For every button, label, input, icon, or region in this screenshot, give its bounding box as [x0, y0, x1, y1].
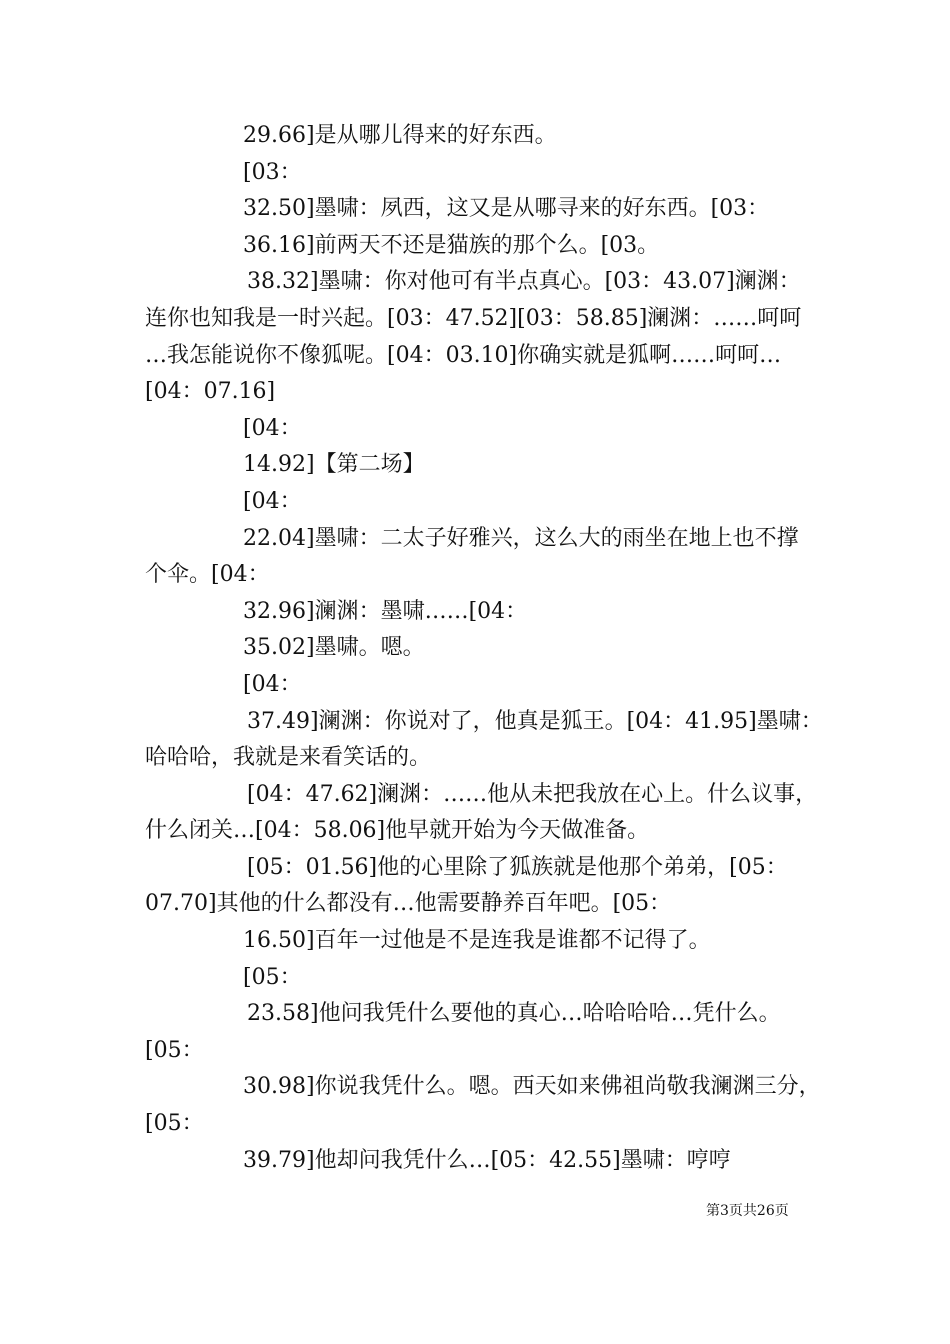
- text-line: [05：01.56]他的心里除了狐族就是他那个弟弟，[05：: [247, 854, 788, 880]
- text-line: [04：: [243, 415, 302, 441]
- text-line: [04：: [243, 671, 302, 697]
- text-line: [03：: [243, 159, 302, 185]
- text-line: 30.98]你说我凭什么。嗯。西天如来佛祖尚敬我澜渊三分，: [243, 1074, 821, 1100]
- text-line: 哈哈哈，我就是来看笑话的。: [145, 745, 432, 771]
- text-line: [05：: [145, 1111, 204, 1137]
- text-line: 32.50]墨啸：夙西，这又是从哪寻来的好东西。[03：: [243, 196, 770, 222]
- text-line: [04：47.62]澜渊：……他从未把我放在心上。什么议事，: [247, 781, 818, 807]
- text-line: 16.50]百年一过他是不是连我是谁都不记得了。: [243, 928, 711, 954]
- text-line: 23.58]他问我凭什么要他的真心…哈哈哈哈…凭什么。: [247, 1001, 781, 1027]
- text-line: [04：: [243, 488, 302, 514]
- text-line: 14.92]【第二场】: [243, 452, 425, 478]
- text-line: 32.96]澜渊：墨啸……[04：: [243, 598, 528, 624]
- text-line: 37.49]澜渊：你说对了，他真是狐王。[04：41.95]墨啸：: [247, 708, 823, 734]
- text-line: …我怎能说你不像狐呢。[04：03.10]你确实就是狐啊……呵呵…: [145, 342, 782, 368]
- text-line: [05：: [145, 1037, 204, 1063]
- text-line: 29.66]是从哪儿得来的好东西。: [243, 123, 557, 148]
- text-line: [05：: [243, 964, 302, 990]
- text-line: 个伞。[04：: [145, 562, 270, 588]
- text-line: 38.32]墨啸：你对他可有半点真心。[03：43.07]澜渊：: [247, 269, 801, 295]
- text-line: 07.70]其他的什么都没有…他需要静养百年吧。[05：: [145, 891, 672, 917]
- text-line: 什么闭关…[04：58.06]他早就开始为今天做准备。: [145, 818, 650, 844]
- text-line: [04：07.16]: [145, 379, 276, 405]
- body-text: [145, 118, 825, 1179]
- text-line: 35.02]墨啸。嗯。: [243, 635, 425, 661]
- text-line: 36.16]前两天不还是猫族的那个么。[03。: [243, 232, 660, 258]
- page-number: 第3页共26页: [706, 1203, 789, 1219]
- text-line: 连你也知我是一时兴起。[03：47.52][03：58.85]澜渊：……呵呵: [145, 305, 802, 331]
- text-line: 22.04]墨啸：二太子好雅兴，这么大的雨坐在地上也不撑: [243, 525, 799, 551]
- text-line: 39.79]他却问我凭什么…[05：42.55]墨啸：哼哼: [243, 1147, 731, 1173]
